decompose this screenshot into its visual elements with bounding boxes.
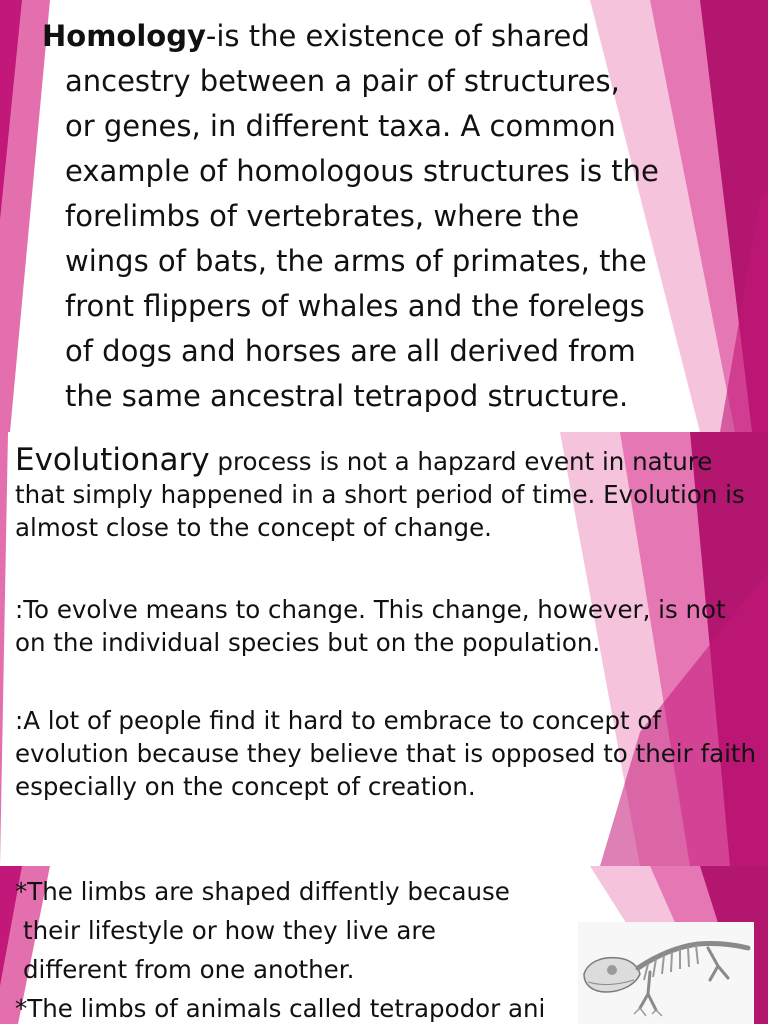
evolution-paragraph-2: :To evolve means to change. This change, however, is not on the individual species but on the population. <box>15 595 726 657</box>
homology-line-text: -is the existence of shared <box>205 19 590 53</box>
evolution-paragraph-3: :A lot of people find it hard to embrace to concept of evolution because they believe that is opposed to their faith especially on the concept of creation. <box>15 706 757 801</box>
homology-line-1 <box>42 14 722 59</box>
limbs-line: their lifestyle or how they live are <box>23 916 437 945</box>
evolutionary-heading-word: Evolutionary <box>15 442 210 478</box>
homology-line: of dogs and horses are all derived from <box>65 334 636 368</box>
homology-line: or genes, in different taxa. A common <box>65 109 616 143</box>
homology-line: wings of bats, the arms of primates, the <box>65 244 647 278</box>
limbs-line: different from one another. <box>23 955 355 984</box>
homology-line: example of homologous structures is the <box>65 154 659 188</box>
limbs-line: *The limbs of animals called tetrapodor ani <box>15 994 546 1023</box>
left-accent-shape <box>0 432 8 866</box>
slide-evolution <box>0 432 768 866</box>
homology-line: the same ancestral tetrapod structure. <box>65 379 629 413</box>
evolution-paragraph-1 <box>15 444 760 544</box>
tetrapod-skeleton-icon <box>578 922 754 1024</box>
homology-paragraph <box>42 14 722 419</box>
evolution-text <box>15 444 760 803</box>
slide-homology <box>0 0 768 432</box>
homology-line: front flippers of whales and the forelegs <box>65 289 645 323</box>
limbs-line: *The limbs are shaped diffently because <box>15 877 510 906</box>
evolution-paragraph-1-text: process is not a hapzard event in nature that simply happened in a short period of time. Evolution is almost close to the concept of change. <box>15 447 745 542</box>
limbs-text <box>15 872 615 1024</box>
homology-line: forelimbs of vertebrates, where the <box>65 199 580 233</box>
homology-line: ancestry between a pair of structures, <box>65 64 620 98</box>
tetrapod-skeleton-image <box>578 922 754 1024</box>
homology-term: Homology <box>42 19 206 53</box>
